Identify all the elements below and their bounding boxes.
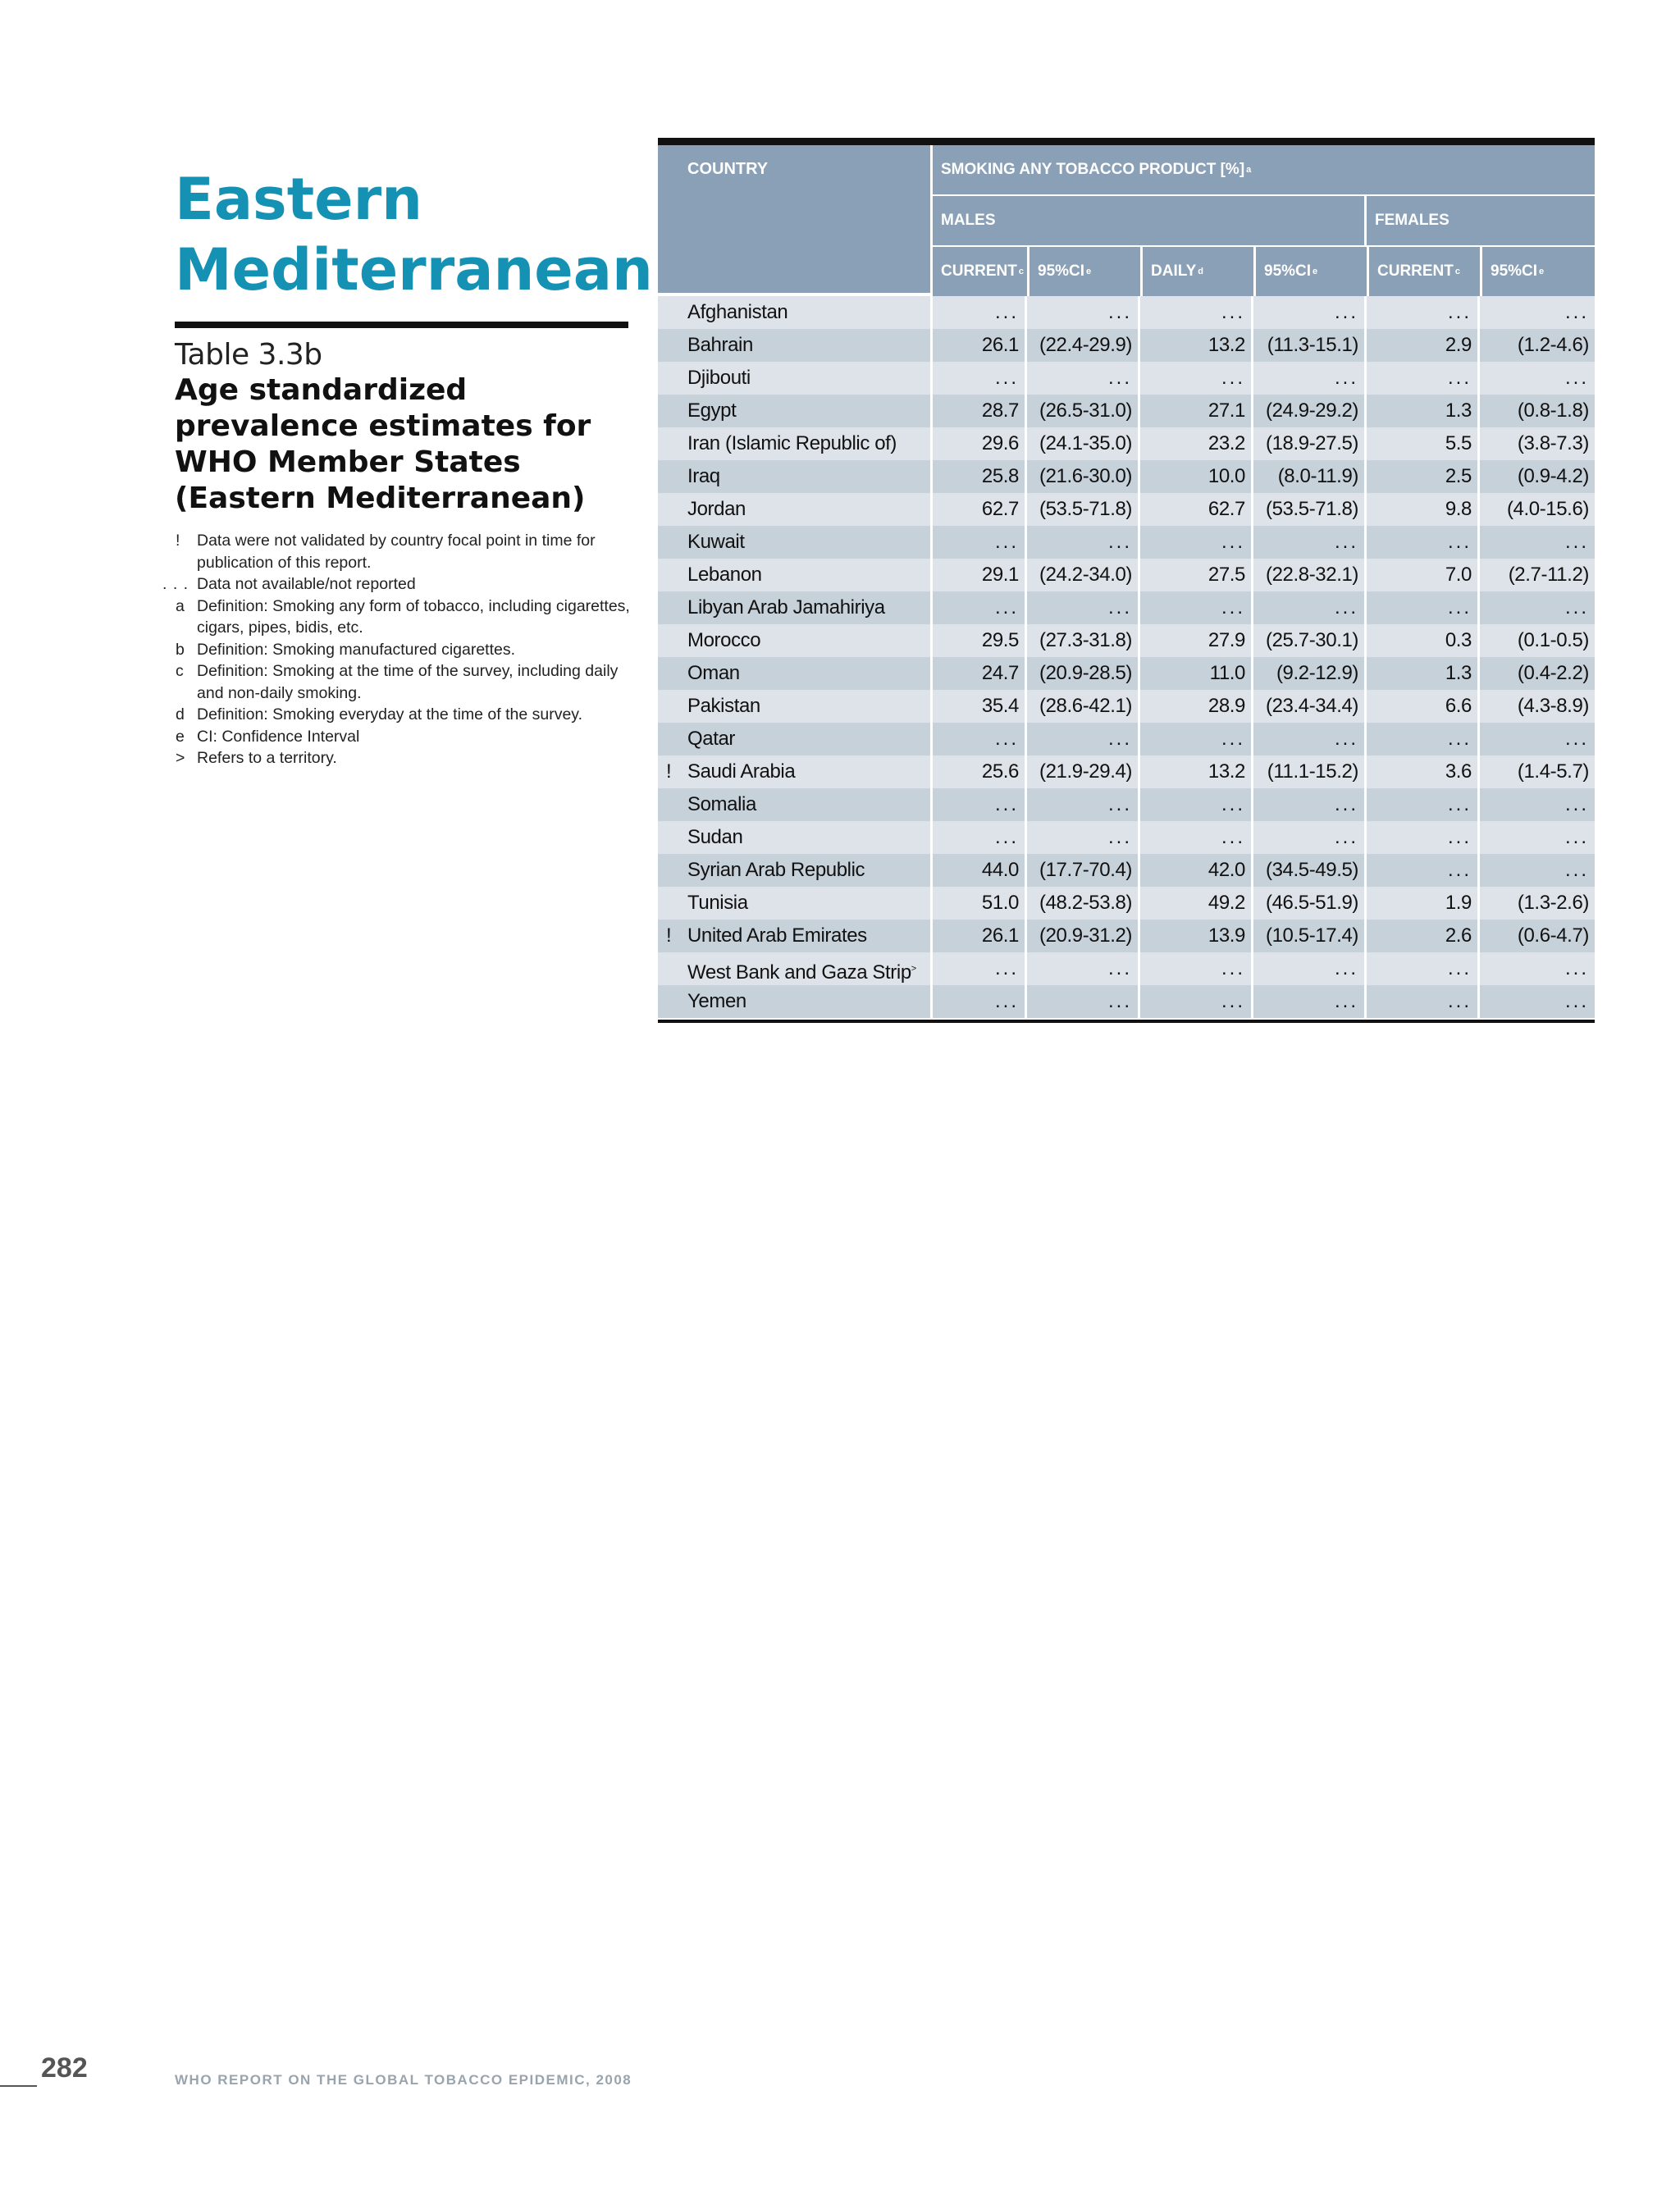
value-cell: ... xyxy=(1367,723,1480,757)
value-cell: 1.9 xyxy=(1367,887,1480,921)
value-cell: 28.9 xyxy=(1140,690,1253,724)
footnote xyxy=(162,573,630,596)
value-cell: (11.1-15.2) xyxy=(1253,755,1367,790)
value-cell: (1.4-5.7) xyxy=(1480,755,1595,790)
country-name: Iran (Islamic Republic of) xyxy=(687,432,897,454)
country-name: Oman xyxy=(687,662,740,684)
value-cell: 62.7 xyxy=(933,493,1027,527)
value-cell: ... xyxy=(933,296,1027,331)
footnote-text: Refers to a territory. xyxy=(197,749,337,767)
country-name: Tunisia xyxy=(687,892,748,914)
footnote xyxy=(162,726,630,748)
country-cell xyxy=(658,526,933,560)
value-cell: ... xyxy=(933,821,1027,856)
value-cell: ... xyxy=(1027,952,1140,991)
column-header xyxy=(1369,247,1480,296)
footnote-text: Data not available/not reported xyxy=(197,575,416,593)
value-cell: (26.5-31.0) xyxy=(1027,395,1140,429)
value-cell: (28.6-42.1) xyxy=(1027,690,1140,724)
country-name: Morocco xyxy=(687,629,761,651)
value-cell: (0.8-1.8) xyxy=(1480,395,1595,429)
value-cell: 29.1 xyxy=(933,559,1027,593)
country-cell xyxy=(658,591,933,626)
running-title: WHO REPORT ON THE GLOBAL TOBACCO EPIDEMIC, 2008 xyxy=(175,2072,632,2088)
value-cell: 29.5 xyxy=(933,624,1027,659)
page-number: 282 xyxy=(41,2052,88,2084)
value-cell: 26.1 xyxy=(933,329,1027,363)
not-validated-flag: ! xyxy=(666,924,672,947)
value-cell: (48.2-53.8) xyxy=(1027,887,1140,921)
country-cell xyxy=(658,427,933,462)
country-name: Bahrain xyxy=(687,334,753,356)
table-row xyxy=(658,821,1595,854)
table-row xyxy=(658,526,1595,559)
value-cell: ... xyxy=(1480,591,1595,626)
value-cell: (4.0-15.6) xyxy=(1480,493,1595,527)
value-cell: (22.8-32.1) xyxy=(1253,559,1367,593)
value-cell: 23.2 xyxy=(1140,427,1253,462)
group-header xyxy=(933,145,1595,194)
footnote xyxy=(162,530,630,573)
table-row xyxy=(658,362,1595,395)
value-cell: ... xyxy=(1367,296,1480,331)
country-cell xyxy=(658,657,933,692)
value-cell: 2.5 xyxy=(1367,460,1480,495)
value-cell: ... xyxy=(1253,985,1367,1020)
value-cell: (0.1-0.5) xyxy=(1480,624,1595,659)
country-name: Libyan Arab Jamahiriya xyxy=(687,596,885,619)
value-cell: (0.9-4.2) xyxy=(1480,460,1595,495)
column-header-sup: e xyxy=(1086,267,1092,276)
value-cell: ... xyxy=(1480,952,1595,991)
value-cell: 44.0 xyxy=(933,854,1027,888)
value-cell: ... xyxy=(933,526,1027,560)
value-cell: (9.2-12.9) xyxy=(1253,657,1367,692)
column-header-sup: c xyxy=(1454,267,1461,276)
value-cell: ... xyxy=(1480,362,1595,396)
country-name: Kuwait xyxy=(687,531,745,553)
country-cell xyxy=(658,920,933,954)
country-cell xyxy=(658,559,933,593)
value-cell: 25.8 xyxy=(933,460,1027,495)
column-header xyxy=(1029,247,1140,296)
column-header-sup: c xyxy=(1018,267,1025,276)
footnote-text: Definition: Smoking at the time of the survey, including daily and non-daily smoking. xyxy=(197,662,619,702)
column-header-label: 95%CI xyxy=(1491,262,1538,280)
males-header: MALES xyxy=(933,196,1364,245)
value-cell: ... xyxy=(1140,362,1253,396)
females-header: FEMALES xyxy=(1367,196,1595,245)
value-cell: ... xyxy=(1367,591,1480,626)
value-cell: (0.4-2.2) xyxy=(1480,657,1595,692)
value-cell: (20.9-28.5) xyxy=(1027,657,1140,692)
table-header xyxy=(658,145,1595,296)
column-header-label: 95%CI xyxy=(1038,262,1085,280)
country-cell xyxy=(658,854,933,888)
country-name: Pakistan xyxy=(687,695,760,717)
value-cell: ... xyxy=(1140,296,1253,331)
value-cell: ... xyxy=(1027,526,1140,560)
table-row xyxy=(658,985,1595,1018)
footnote-text: Data were not validated by country focal point in time for publication of this report. xyxy=(197,532,596,572)
value-cell: 29.6 xyxy=(933,427,1027,462)
table-top-rule xyxy=(658,138,1595,145)
value-cell: 1.3 xyxy=(1367,395,1480,429)
group-header-sup: a xyxy=(1246,165,1252,175)
value-cell: ... xyxy=(1480,296,1595,331)
country-name: Sudan xyxy=(687,826,743,848)
table-row xyxy=(658,427,1595,460)
footnote-text: CI: Confidence Interval xyxy=(197,727,360,746)
value-cell: 27.5 xyxy=(1140,559,1253,593)
value-cell: (24.2-34.0) xyxy=(1027,559,1140,593)
value-cell: ... xyxy=(1140,952,1253,991)
value-cell: (4.3-8.9) xyxy=(1480,690,1595,724)
country-name: Qatar xyxy=(687,728,736,750)
value-cell: 9.8 xyxy=(1367,493,1480,527)
value-cell: 42.0 xyxy=(1140,854,1253,888)
country-name: Lebanon xyxy=(687,564,762,586)
value-cell: (27.3-31.8) xyxy=(1027,624,1140,659)
country-cell xyxy=(658,690,933,724)
value-cell: 0.3 xyxy=(1367,624,1480,659)
footnote xyxy=(162,660,630,704)
value-cell: ... xyxy=(1027,821,1140,856)
value-cell: ... xyxy=(1253,821,1367,856)
footnote-marker: e xyxy=(176,727,185,746)
value-cell: 6.6 xyxy=(1367,690,1480,724)
value-cell: ... xyxy=(1140,723,1253,757)
value-cell: 24.7 xyxy=(933,657,1027,692)
table-row xyxy=(658,854,1595,887)
footnote-text: Definition: Smoking any form of tobacco, including cigarettes, cigars, pipes, bidis, etc. xyxy=(197,596,630,637)
footnote xyxy=(162,747,630,769)
value-cell: (34.5-49.5) xyxy=(1253,854,1367,888)
title-divider xyxy=(175,322,628,328)
table-row xyxy=(658,460,1595,493)
not-validated-flag: ! xyxy=(666,760,672,783)
column-header xyxy=(1143,247,1253,296)
value-cell: (24.9-29.2) xyxy=(1253,395,1367,429)
country-name: Yemen xyxy=(687,990,746,1012)
column-header xyxy=(1482,247,1595,296)
column-header xyxy=(1256,247,1367,296)
country-name: West Bank and Gaza Strip xyxy=(687,961,911,984)
value-cell: ... xyxy=(1367,952,1480,991)
column-header-sup: e xyxy=(1539,267,1545,276)
footnote-marker: > xyxy=(176,749,185,767)
footnote-text: Definition: Smoking everyday at the time of the survey. xyxy=(197,705,583,723)
column-header-sup: e xyxy=(1312,267,1318,276)
value-cell: ... xyxy=(1480,723,1595,757)
value-cell: 28.7 xyxy=(933,395,1027,429)
table-description: Age standardized prevalence estimates for WHO Member States (Eastern Mediterranean) xyxy=(175,373,591,515)
value-cell: ... xyxy=(1480,854,1595,888)
value-cell: 1.3 xyxy=(1367,657,1480,692)
value-cell: (1.3-2.6) xyxy=(1480,887,1595,921)
value-cell: (8.0-11.9) xyxy=(1253,460,1367,495)
value-cell: 51.0 xyxy=(933,887,1027,921)
value-cell: ... xyxy=(1367,821,1480,856)
value-cell: (23.4-34.4) xyxy=(1253,690,1367,724)
table-body xyxy=(658,296,1595,1018)
table-row xyxy=(658,591,1595,624)
value-cell: 13.2 xyxy=(1140,329,1253,363)
column-header xyxy=(933,247,1027,296)
value-cell: ... xyxy=(1253,952,1367,991)
value-cell: (21.9-29.4) xyxy=(1027,755,1140,790)
footnote-marker: b xyxy=(176,640,185,659)
value-cell: 49.2 xyxy=(1140,887,1253,921)
value-cell: (21.6-30.0) xyxy=(1027,460,1140,495)
table-row xyxy=(658,296,1595,329)
column-header-label: CURRENT xyxy=(1377,262,1454,280)
table-row xyxy=(658,493,1595,526)
country-name: Afghanistan xyxy=(687,301,788,323)
footnote-marker: d xyxy=(176,705,185,723)
value-cell: 26.1 xyxy=(933,920,1027,954)
footnote xyxy=(162,639,630,661)
value-cell: ... xyxy=(1027,362,1140,396)
country-name: Syrian Arab Republic xyxy=(687,859,865,881)
value-cell: ... xyxy=(1253,723,1367,757)
footnote-marker: c xyxy=(176,662,184,680)
table-row xyxy=(658,920,1595,952)
value-cell: ... xyxy=(933,788,1027,823)
footnotes-list xyxy=(162,530,630,769)
value-cell: (46.5-51.9) xyxy=(1253,887,1367,921)
value-cell: ... xyxy=(1253,788,1367,823)
value-cell: 3.6 xyxy=(1367,755,1480,790)
value-cell: (17.7-70.4) xyxy=(1027,854,1140,888)
table-row xyxy=(658,329,1595,362)
value-cell: ... xyxy=(933,985,1027,1020)
value-cell: ... xyxy=(1027,296,1140,331)
value-cell: (18.9-27.5) xyxy=(1253,427,1367,462)
page-number-rule xyxy=(0,2085,37,2087)
value-cell: ... xyxy=(1027,788,1140,823)
value-cell: (11.3-15.1) xyxy=(1253,329,1367,363)
value-cell: ... xyxy=(1367,362,1480,396)
value-cell: ... xyxy=(1253,526,1367,560)
value-cell: 13.2 xyxy=(1140,755,1253,790)
value-cell: ... xyxy=(933,591,1027,626)
country-name: Somalia xyxy=(687,793,756,815)
country-cell xyxy=(658,985,933,1020)
country-cell xyxy=(658,788,933,823)
value-cell: ... xyxy=(933,362,1027,396)
value-cell: ... xyxy=(1140,591,1253,626)
country-cell xyxy=(658,362,933,396)
footnote xyxy=(162,596,630,639)
value-cell: ... xyxy=(1027,723,1140,757)
country-name: Djibouti xyxy=(687,367,751,389)
column-header-label: CURRENT xyxy=(941,262,1017,280)
table-row xyxy=(658,723,1595,755)
country-cell xyxy=(658,493,933,527)
value-cell: (3.8-7.3) xyxy=(1480,427,1595,462)
value-cell: ... xyxy=(933,723,1027,757)
value-cell: 2.6 xyxy=(1367,920,1480,954)
country-name: Saudi Arabia xyxy=(687,760,796,783)
value-cell: (2.7-11.2) xyxy=(1480,559,1595,593)
value-cell: ... xyxy=(1027,591,1140,626)
value-cell: 62.7 xyxy=(1140,493,1253,527)
country-name: Egypt xyxy=(687,399,737,422)
value-cell: ... xyxy=(1027,985,1140,1020)
column-header-label: DAILY xyxy=(1151,262,1197,280)
value-cell: ... xyxy=(1253,296,1367,331)
country-column-header: COUNTRY xyxy=(658,145,930,293)
value-cell: (0.6-4.7) xyxy=(1480,920,1595,954)
table-row xyxy=(658,657,1595,690)
value-cell: ... xyxy=(1367,788,1480,823)
value-cell: 7.0 xyxy=(1367,559,1480,593)
table-row xyxy=(658,887,1595,920)
table-row xyxy=(658,952,1595,985)
value-cell: 11.0 xyxy=(1140,657,1253,692)
table-row xyxy=(658,395,1595,427)
value-cell: (22.4-29.9) xyxy=(1027,329,1140,363)
value-cell: (10.5-17.4) xyxy=(1253,920,1367,954)
territory-sup: > xyxy=(911,964,916,974)
value-cell: ... xyxy=(1367,985,1480,1020)
column-header-sup: d xyxy=(1198,267,1203,276)
footnote-text: Definition: Smoking manufactured cigarettes. xyxy=(197,640,516,659)
country-cell xyxy=(658,755,933,790)
value-cell: 2.9 xyxy=(1367,329,1480,363)
value-cell: 13.9 xyxy=(1140,920,1253,954)
value-cell: 5.5 xyxy=(1367,427,1480,462)
value-cell: ... xyxy=(1480,985,1595,1020)
value-cell: (24.1-35.0) xyxy=(1027,427,1140,462)
table-row xyxy=(658,755,1595,788)
country-name: Iraq xyxy=(687,465,720,487)
country-cell xyxy=(658,395,933,429)
footnote-marker: . . . xyxy=(162,575,189,593)
value-cell: 35.4 xyxy=(933,690,1027,724)
value-cell: ... xyxy=(1480,526,1595,560)
value-cell: 27.1 xyxy=(1140,395,1253,429)
country-name: Jordan xyxy=(687,498,746,520)
footnote xyxy=(162,704,630,726)
page-title: Eastern Mediterranean xyxy=(175,166,653,304)
value-cell: (20.9-31.2) xyxy=(1027,920,1140,954)
value-cell: ... xyxy=(1367,854,1480,888)
value-cell: (1.2-4.6) xyxy=(1480,329,1595,363)
country-cell xyxy=(658,296,933,331)
value-cell: ... xyxy=(1253,362,1367,396)
country-cell xyxy=(658,887,933,921)
value-cell: ... xyxy=(1140,821,1253,856)
value-cell: ... xyxy=(1480,821,1595,856)
group-header-label: SMOKING ANY TOBACCO PRODUCT [%] xyxy=(941,161,1245,178)
country-name: United Arab Emirates xyxy=(687,924,867,947)
country-cell xyxy=(658,329,933,363)
value-cell: ... xyxy=(1140,788,1253,823)
value-cell: ... xyxy=(1480,788,1595,823)
footnote-marker: a xyxy=(176,596,185,615)
value-cell: (25.7-30.1) xyxy=(1253,624,1367,659)
value-cell: ... xyxy=(1140,526,1253,560)
value-cell: 10.0 xyxy=(1140,460,1253,495)
value-cell: 25.6 xyxy=(933,755,1027,790)
country-cell xyxy=(658,460,933,495)
value-cell: (53.5-71.8) xyxy=(1253,493,1367,527)
prevalence-table xyxy=(658,138,1595,1023)
value-cell: ... xyxy=(1140,985,1253,1020)
column-header-label: 95%CI xyxy=(1264,262,1312,280)
value-cell: ... xyxy=(1367,526,1480,560)
value-cell: ... xyxy=(933,952,1027,991)
table-number: Table 3.3b xyxy=(175,338,322,372)
value-cell: ... xyxy=(1253,591,1367,626)
value-cell: (53.5-71.8) xyxy=(1027,493,1140,527)
value-cell: 27.9 xyxy=(1140,624,1253,659)
table-row xyxy=(658,690,1595,723)
country-cell xyxy=(658,723,933,757)
table-row xyxy=(658,788,1595,821)
country-cell xyxy=(658,821,933,856)
footnote-marker: ! xyxy=(176,532,180,550)
table-row xyxy=(658,624,1595,657)
country-cell xyxy=(658,624,933,659)
table-row xyxy=(658,559,1595,591)
